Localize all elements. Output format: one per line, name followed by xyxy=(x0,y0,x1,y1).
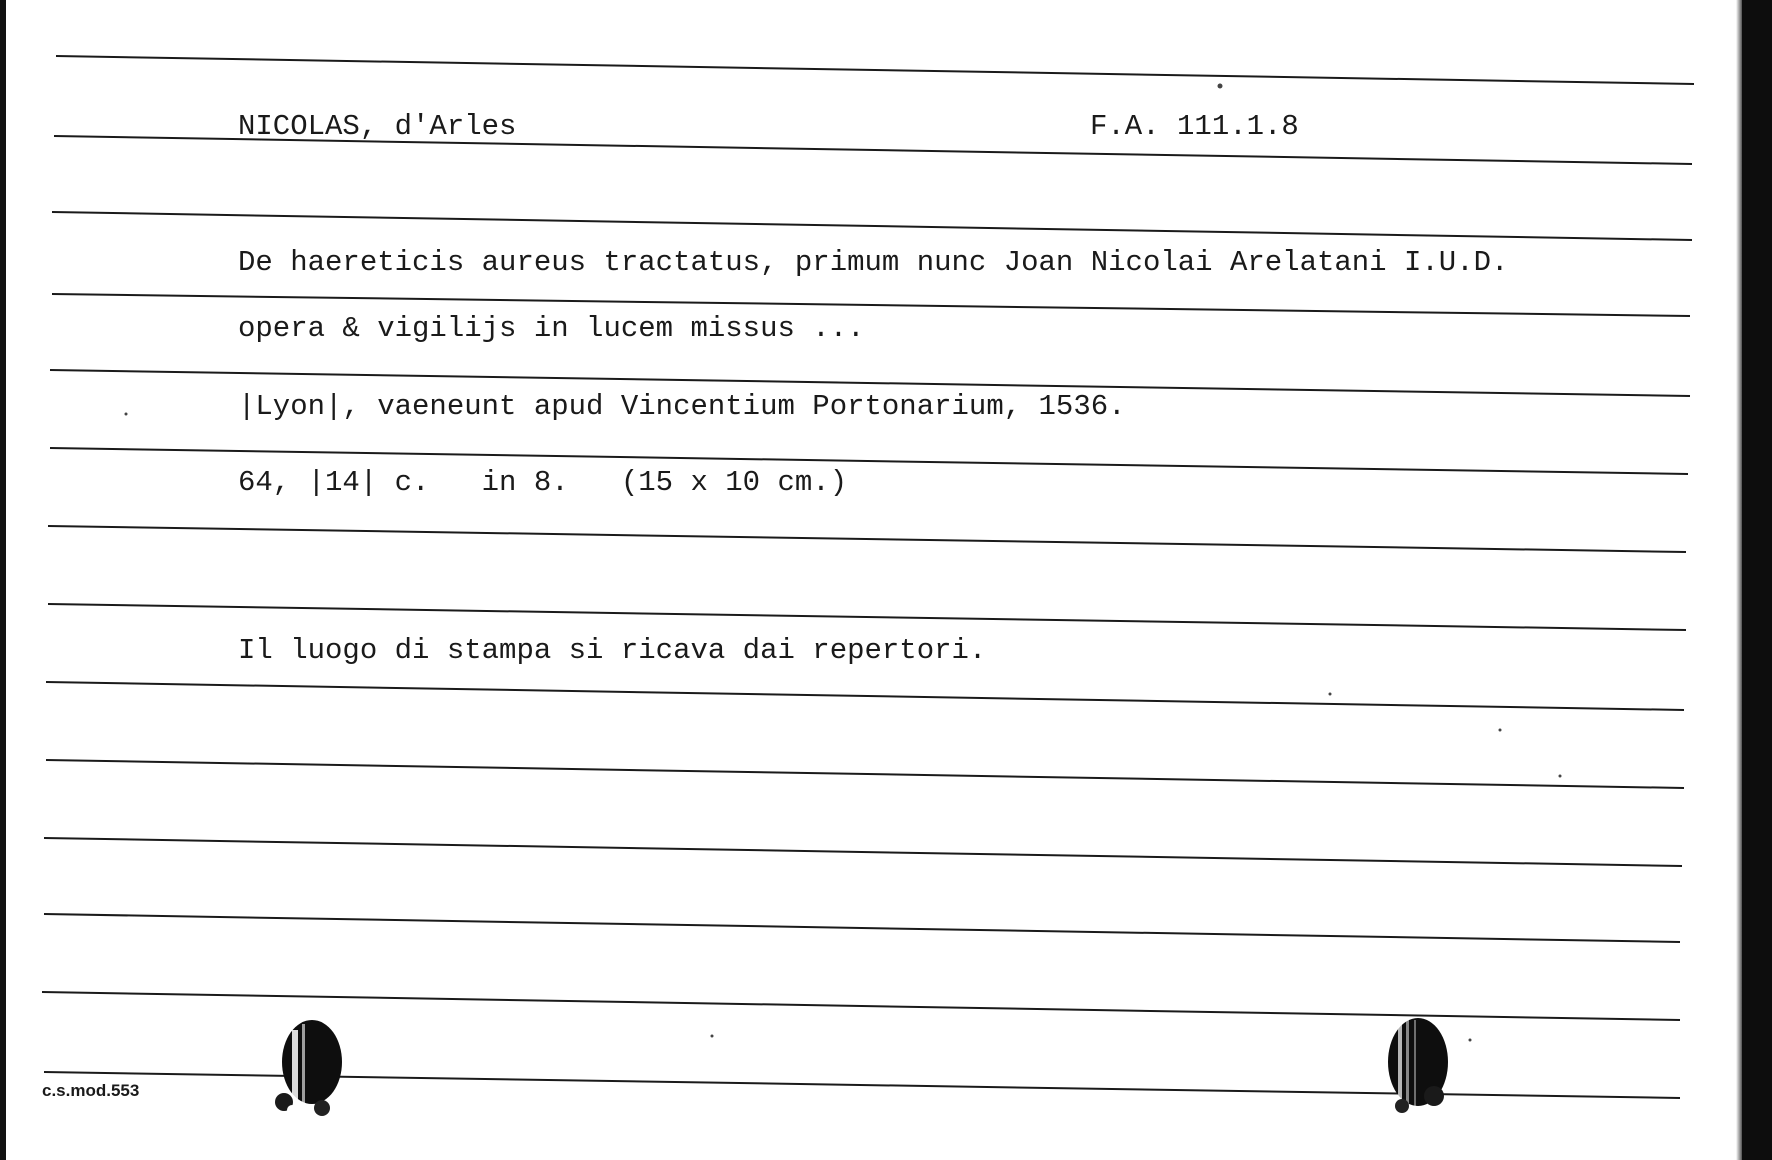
title-line-1: De haereticis aureus tractatus, primum nunc Joan Nicolai Arelatani I.U.D. xyxy=(238,246,1509,279)
scan-edge-right xyxy=(1742,0,1772,1160)
note-line: Il luogo di stampa si ricava dai repertori. xyxy=(238,634,987,667)
title-line-2: opera & vigilijs in lucem missus ... xyxy=(238,312,865,345)
punch-hole-right xyxy=(1376,1010,1466,1130)
scan-edge-left xyxy=(0,0,6,1160)
author-heading: NICOLAS, d'Arles xyxy=(238,110,517,143)
form-code: c.s.mod.553 xyxy=(42,1081,140,1100)
call-number: F.A. 111.1.8 xyxy=(1090,110,1299,143)
punch-hole-left xyxy=(262,1010,352,1130)
imprint-line: |Lyon|, vaeneunt apud Vincentium Portonarium, 1536. xyxy=(238,390,1126,423)
collation-line: 64, |14| c. in 8. (15 x 10 cm.) xyxy=(238,466,848,499)
